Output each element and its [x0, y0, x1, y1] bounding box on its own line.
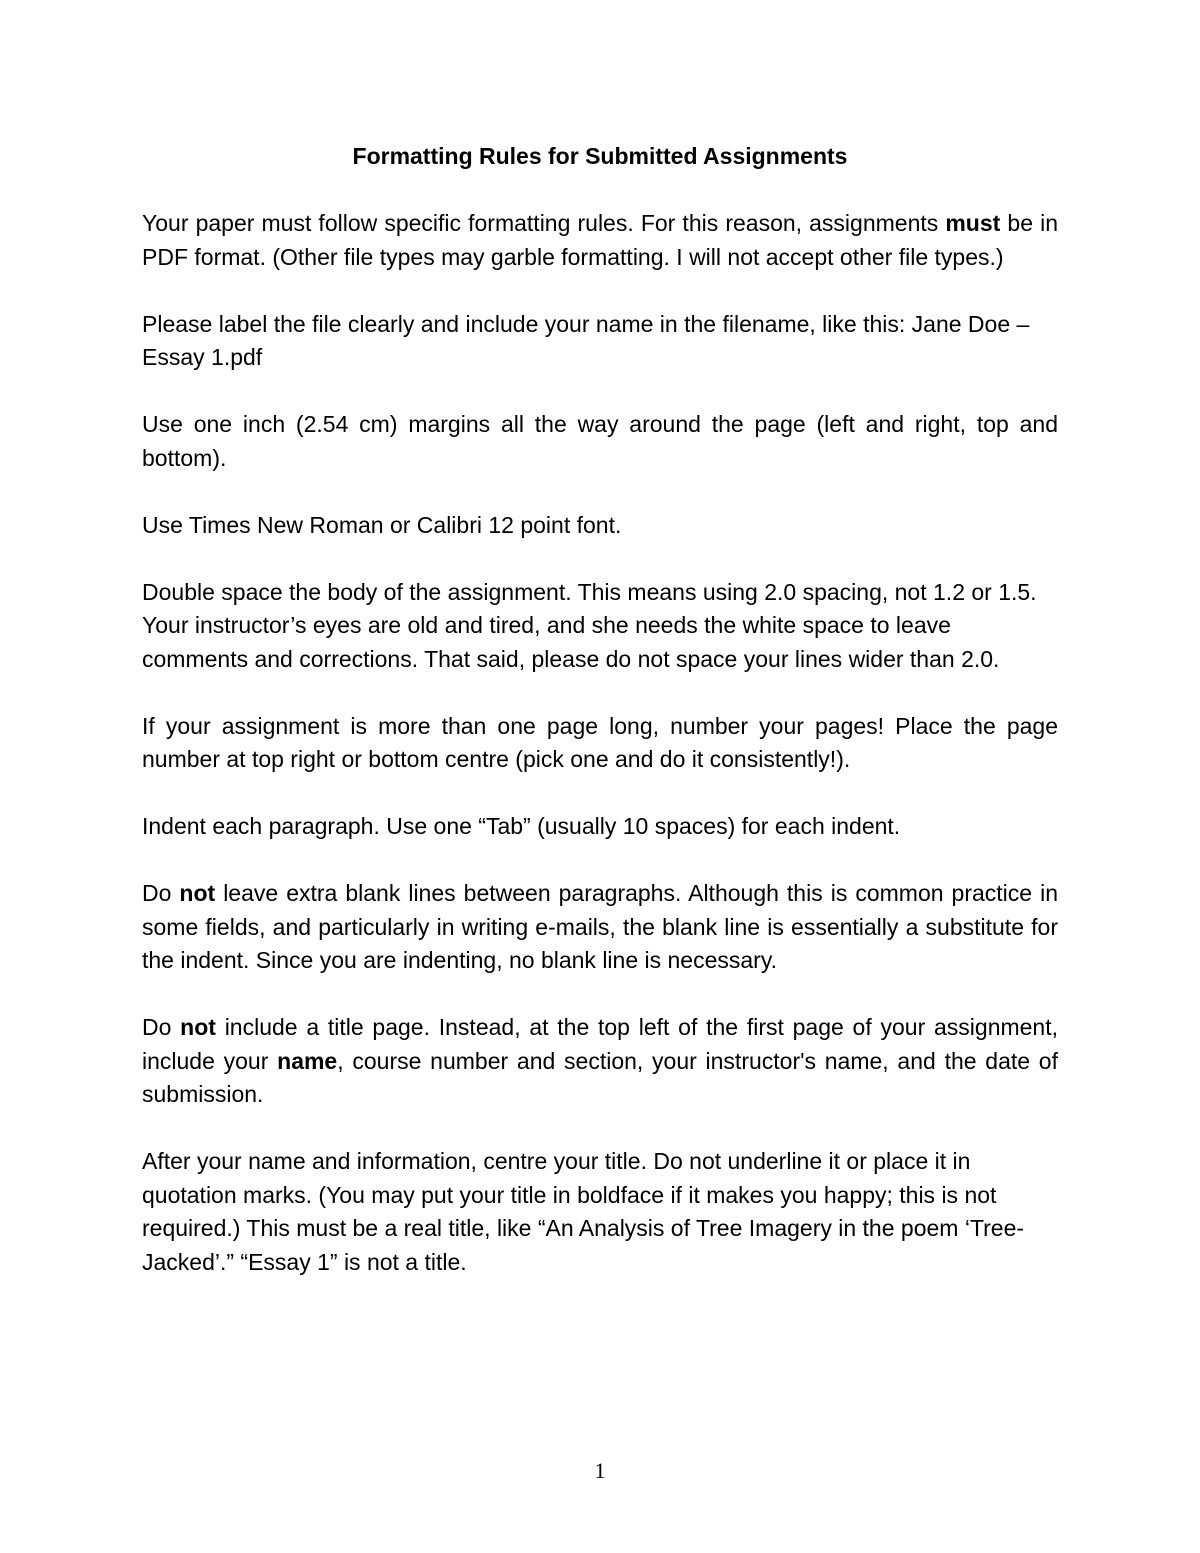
emphasis-not: not [180, 1014, 216, 1040]
emphasis-name: name [277, 1047, 338, 1074]
emphasis-not: not [179, 880, 216, 906]
paragraph-text: be in PDF format. (Other file types may garble formatting. I will not accept other file types.) [142, 210, 1058, 270]
page-number: 1 [594, 1458, 606, 1483]
emphasis-must: must [945, 210, 1001, 236]
paragraph-double-space: Double space the body of the assignment. This means using 2.0 spacing, not 1.2 or 1.5. Your instructor’s eyes are old and tired, and she needs the white space to leave comments and corrections. That said, please do not space your lines wider than 2.0. [142, 578, 1037, 672]
paragraph-page-numbers: If your assignment is more than one page long, number your pages! Place the page number at top right or bottom centre (pick one and do it consistently!). [142, 712, 1058, 772]
paragraph-text: include a title page. Instead, at the top left of the first page of your assignment, include your [142, 1014, 1059, 1074]
paragraph-title-page [142, 1011, 1058, 1112]
paragraph-text: , course number and section, your instructor's name, and the date of submission. [142, 1047, 1058, 1107]
document-body [142, 140, 1058, 1279]
paragraph-font: Use Times New Roman or Calibri 12 point font. [142, 511, 622, 538]
document-title: Formatting Rules for Submitted Assignments [352, 143, 848, 169]
paragraph-blank-lines [142, 877, 1058, 978]
paragraph-text: Your paper must follow specific formatting rules. For this reason, assignments [142, 210, 946, 236]
paragraph-indent: Indent each paragraph. Use one “Tab” (usually 10 spaces) for each indent. [142, 813, 901, 839]
paragraph-file-label: Please label the file clearly and include your name in the filename, like this: Jane Doe – Essay 1.pdf [142, 310, 1030, 370]
paragraph-pdf-format [142, 207, 1058, 274]
paragraph-text: Do [142, 880, 180, 906]
paragraph-text: leave extra blank lines between paragraphs. Although this is common practice in some fields, and particularly in writing e-mails, the blank line is essentially a substitute for the indent. Since you are indenting, no blank line is necessary. [142, 880, 1058, 973]
paragraph-title-centre: After your name and information, centre your title. Do not underline it or place it in quotation marks. (You may put your title in boldface if it makes you happy; this is not required.) This must be a real title, like “An Analysis of Tree Imagery in the poem ‘Tree-Jacked’.” “Essay 1” is not a title. [142, 1148, 1025, 1275]
paragraph-text: Do [142, 1014, 181, 1040]
paragraph-margins: Use one inch (2.54 cm) margins all the way around the page (left and right, top and bottom). [142, 411, 1058, 471]
